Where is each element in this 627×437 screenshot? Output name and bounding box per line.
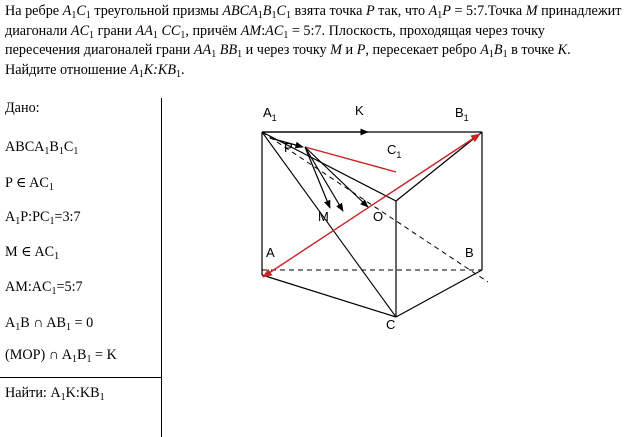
edge-a-c — [262, 275, 396, 317]
given-p-ratio: $A_1P:PC_1=3:7$ — [5, 209, 81, 227]
given-diagonals-intersection: $A_1B$ ∩ $AB_1 = 0$ — [5, 315, 94, 333]
label-p: P — [284, 140, 293, 155]
arrow-p-down — [305, 147, 330, 208]
label-b1: $B_1$ — [455, 105, 469, 123]
given-plane-intersection: (MOP) ∩ $A_1B_1 = K$ — [5, 347, 117, 365]
edge-b-c — [396, 270, 482, 317]
given-prism: $ABCA_1B_1C_1$ — [5, 139, 79, 157]
given-title: Дано: — [5, 100, 40, 116]
problem-statement: На ребре $A_1C_1$ треугольной призмы $ABCA_1B_1C_1$ взята точка P так, что $A_1P$ = 5:7.Точка M принадлежит диагонали $AC_1$ грани $AA_1$ $CC_1$, причём $AM:AC_1$ = 5:7. Плоскость, проходящая через точку пересечения диагоналей грани $AA_1$ $BB_1$ и через точку M и P, пересекает ребро $A_1B_1$ в точке K. Найдите отношение $A_1K:KB_1$. — [5, 3, 622, 80]
edge-b1-c1 — [396, 132, 482, 201]
label-m: M — [318, 209, 329, 224]
arrow-p-to-m — [305, 147, 343, 211]
label-k: K — [355, 103, 364, 118]
given-p-on-edge: P ∈ $AC_1$ — [5, 175, 54, 193]
label-b: B — [465, 245, 474, 260]
label-c: C — [386, 317, 396, 332]
given-m-ratio: $AM:AC_1=5:7$ — [5, 279, 83, 297]
find-statement: Найти: $A_1K:KB_1$ — [5, 385, 105, 403]
diagonal-a-b1-red — [263, 134, 480, 277]
label-a1: $A_1$ — [263, 105, 277, 123]
label-o: O — [373, 209, 384, 224]
given-m-on-diagonal: M ∈ $AC_1$ — [5, 244, 60, 262]
label-c1: $C_1$ — [387, 142, 402, 160]
label-a: A — [266, 245, 275, 260]
diagonal-a1-c — [262, 132, 396, 317]
